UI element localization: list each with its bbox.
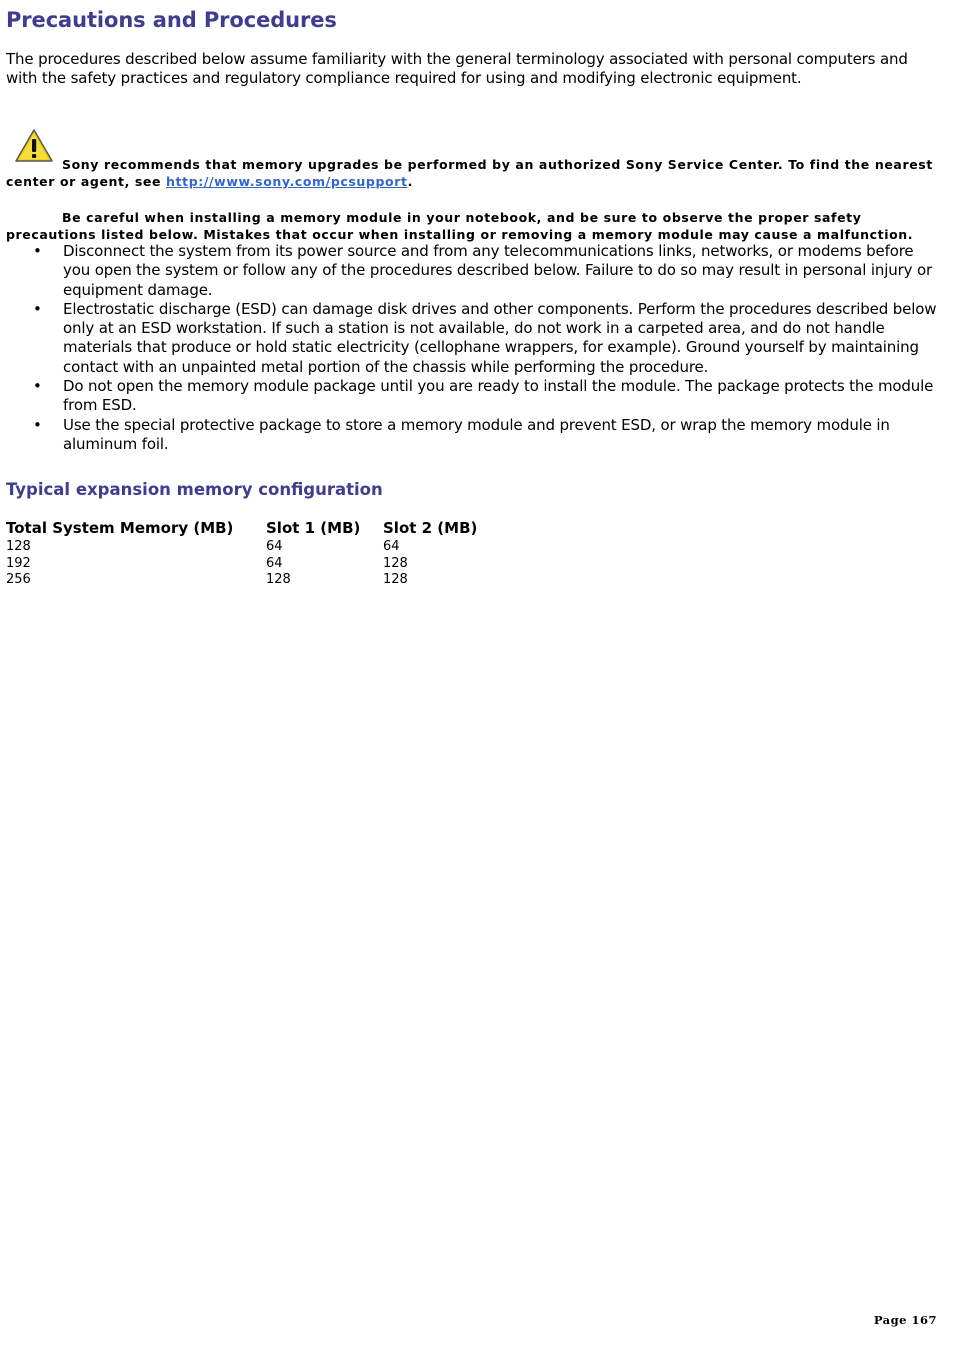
- list-item: [6, 377, 942, 416]
- bullet-icon: •: [33, 377, 42, 396]
- cell-slot2: 64: [383, 539, 400, 554]
- cell-total: 192: [6, 555, 31, 571]
- table-row: [6, 572, 493, 589]
- list-item-text: Disconnect the system from its power source and from any telecommunications links, networks, or modems before you open the system or follow any of the procedures described below. Failure to do so may result in personal injury or equipment damage.: [63, 242, 932, 299]
- memory-config-table: [6, 518, 493, 589]
- cell-slot1: 64: [266, 539, 283, 554]
- list-item-text: Use the special protective package to store a memory module and prevent ESD, or wrap the memory module in aluminum foil.: [63, 415, 890, 453]
- bullet-icon: •: [33, 415, 42, 434]
- table-header-row: [6, 518, 493, 539]
- cell-slot1: 64: [266, 555, 283, 571]
- cell-total: 256: [6, 572, 31, 587]
- section-heading: Typical expansion memory configuration: [6, 480, 383, 499]
- table-row: [6, 556, 493, 573]
- column-header-slot1: Slot 1 (MB): [266, 519, 361, 537]
- cell-slot2: 128: [383, 555, 408, 571]
- table-row: [6, 539, 493, 556]
- column-header-total: Total System Memory (MB): [6, 519, 234, 537]
- service-center-note: [6, 156, 946, 190]
- caution-note: [6, 209, 946, 243]
- list-item: [6, 300, 942, 377]
- cell-slot2: 128: [383, 572, 408, 587]
- list-item: [6, 416, 942, 455]
- pcsupport-link[interactable]: http://www.sony.com/pcsupport: [166, 174, 408, 189]
- bullet-icon: •: [33, 242, 42, 260]
- precautions-list: [6, 242, 942, 454]
- column-header-slot2: Slot 2 (MB): [383, 519, 478, 537]
- note-period: .: [407, 174, 413, 189]
- list-item-text: Do not open the memory module package until you are ready to install the module. The package protects the module from ESD.: [63, 377, 934, 415]
- service-center-text: Sony recommends that memory upgrades be performed by an authorized Sony Service Center. To find the nearest center or agent, see: [6, 157, 933, 189]
- page-number: Page 167: [873, 1313, 937, 1327]
- bullet-icon: •: [33, 299, 42, 318]
- caution-text: Be careful when installing a memory module in your notebook, and be sure to observe the proper safety precautions listed below. Mistakes that occur when installing or removing a memory module may cause a malfunction.: [6, 210, 914, 242]
- list-item-text: Electrostatic discharge (ESD) can damage disk drives and other components. Perform the procedures described below only at an ESD workstation. If such a station is not available, do not work in a carpeted area, and do not handle materials that produce or hold static electricity (cellophane wrappers, for example). Ground yourself by maintaining contact with an unpainted metal portion of the chassis while performing the procedure.: [63, 299, 937, 376]
- cell-total: 128: [6, 539, 31, 554]
- intro-paragraph: The procedures described below assume familiarity with the general terminology associated with personal computers and with the safety practices and regulatory compliance required for using and modifying electronic equipment.: [6, 50, 908, 87]
- cell-slot1: 128: [266, 572, 291, 587]
- page-title: Precautions and Procedures: [6, 8, 337, 32]
- list-item: [6, 242, 942, 300]
